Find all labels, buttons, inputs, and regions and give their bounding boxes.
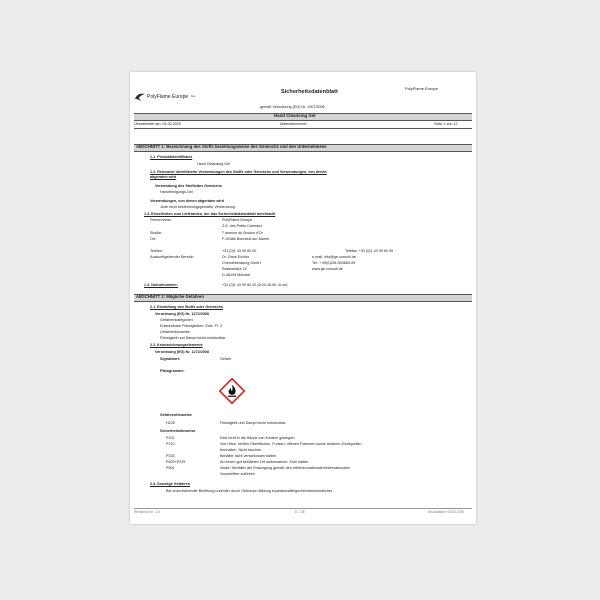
website[interactable]: www.ge-consult.de bbox=[312, 267, 343, 271]
safety-text: Inhalt / Behälter der Entsorgung gemäß den örtlichen/nationalen/internationalen bbox=[220, 466, 350, 470]
supplier-value: 7 avenue du Bouton d'Or bbox=[222, 231, 263, 235]
pictogram-label: Piktogramme: bbox=[160, 369, 185, 373]
safety-text: Behälter dicht verschlossen halten. bbox=[220, 454, 278, 458]
page-number: Seite 1 von 12 bbox=[434, 122, 458, 126]
footer-print-date: Druckdatum: 04.03.2020 bbox=[428, 510, 465, 514]
safety-text: Darf nicht in die Hände von Kindern gelangen. bbox=[220, 436, 296, 440]
supplier-value: Chemieberatung GmbH bbox=[222, 261, 261, 265]
s21-regulation: Verordnung (EG) Nr. 1272/2008 bbox=[155, 312, 209, 316]
supplier-value: F-94386 Bonneuil-sur-Marne bbox=[222, 237, 270, 241]
supplier-value: +33 (0)1 43 99 60 00 bbox=[222, 249, 257, 253]
signal-value: Gefahr bbox=[220, 357, 232, 361]
use-value: Handreinigungs-Gel bbox=[160, 190, 193, 194]
classification-line: Gefahrenkategorien: bbox=[160, 318, 194, 322]
supplier-value: Z.A. des Petits Carreaux bbox=[222, 224, 263, 228]
s11-title: 1.1. Produktidentifikator bbox=[150, 155, 193, 159]
safety-text: fernhalten. Nicht rauchen. bbox=[220, 448, 263, 452]
company-top-right: PolyFlame Europe bbox=[405, 86, 438, 91]
safety-label: Sicherheitshinweise bbox=[160, 429, 196, 433]
supplier-label: Ort: bbox=[150, 237, 157, 241]
sds-page bbox=[130, 72, 476, 524]
material-number: Materialnummer: bbox=[280, 122, 308, 126]
advised-label: Verwendungen, von denen abgeraten wird bbox=[150, 199, 224, 203]
footer-divider bbox=[134, 508, 472, 509]
footer-revision: Revisions-Nr.: 1,0 bbox=[134, 510, 161, 514]
classification-line: Flüssigkeit und Dampf leicht entzündbar. bbox=[160, 336, 227, 340]
s11-value: Hand Cleansing Gel bbox=[197, 162, 231, 166]
supplier-value: D-48149 Münster bbox=[222, 273, 251, 277]
hazard-text: Flüssigkeit und Dampf leicht entzündbar. bbox=[220, 421, 287, 425]
s12-title-a: 1.2. Relevante identifizierte Verwendungen des Stoffs oder Gemischs und Verwendungen, von denen bbox=[150, 170, 327, 174]
product-name: Hand Cleansing Gel bbox=[274, 113, 316, 118]
supplier-label: Straße: bbox=[150, 231, 163, 235]
supplier-value: PolyFlame Europe bbox=[222, 218, 253, 222]
hazard-label: Gefahrenhinweise bbox=[160, 413, 192, 417]
logo-text: PolyFlame Europe bbox=[147, 94, 189, 100]
email[interactable]: e-mail: info@ge-consult.de bbox=[312, 255, 356, 259]
safety-text: An einem gut belüfteten Ort aufbewahren. Kühl halten. bbox=[220, 460, 309, 464]
footer-country: D - DE bbox=[295, 510, 305, 514]
safety-code: P102 bbox=[166, 436, 175, 440]
safety-code: P403+P235 bbox=[166, 460, 186, 464]
safety-text: Vorschriften zuführen. bbox=[220, 472, 256, 476]
supplier-value: Dr. Gans-Eichler bbox=[222, 255, 250, 259]
use-label: Verwendung des Stoffs/des Gemischs bbox=[155, 184, 222, 188]
phone-2: Tel.: +49(0)251/394869-69 bbox=[312, 261, 356, 265]
supplier-label: Firmenname: bbox=[150, 218, 172, 222]
bird-logo-icon bbox=[134, 92, 146, 102]
signal-label: Signalwort: bbox=[160, 357, 181, 361]
s23-value: Bei unzureichender Belüftung und/oder durch Gebrauch Bildung explosionsfähiger/leichtentzündlicher bbox=[166, 489, 333, 493]
supplier-value: Rasslstraße 22 bbox=[222, 267, 247, 271]
safety-text: Von Hitze, heißen Oberflächen, Funken, offenen Flammen sowie anderen Zündquellen bbox=[220, 442, 362, 446]
flame-pictogram-icon bbox=[219, 378, 245, 404]
divider bbox=[134, 128, 472, 129]
s13-title: 1.3. Einzelheiten zum Lieferanten, der das Sicherheitsdatenblatt bereitstellt bbox=[144, 212, 276, 216]
regulation-text: gemäß Verordnung (EG) Nr. 1907/2006 bbox=[260, 105, 325, 109]
section-1-heading: ABSCHNITT 1: Bezeichnung des Stoffs beziehungsweise des Gemischs und des Unternehmens bbox=[136, 144, 327, 149]
s14-title: 1.4. Notrufnummer: bbox=[144, 283, 179, 287]
section-2-heading: ABSCHNITT 2: Mögliche Gefahren bbox=[136, 294, 204, 299]
supplier-label: Auskunftgebender Bereich: bbox=[150, 255, 195, 259]
supplier-label: Telefon: bbox=[150, 249, 163, 253]
hazard-code: H225 bbox=[166, 421, 175, 425]
s21-title: 2.1. Einstufung des Stoffs oder Gemischs bbox=[150, 305, 223, 309]
logo-suffix: bvs bbox=[191, 95, 196, 98]
safety-code: P233 bbox=[166, 454, 175, 458]
s22-regulation: Verordnung (EG) Nr. 1272/2008 bbox=[155, 350, 209, 354]
classification-line: Entzündbare Flüssigkeiten: Entz. Fl. 2 bbox=[160, 324, 223, 328]
document-title: Sicherheitsdatenblatt bbox=[281, 89, 338, 95]
safety-code: P210 bbox=[166, 442, 175, 446]
s14-value: +33 (0)1 43 99 60 02 (8.00-16.00, lu-ve) bbox=[222, 283, 288, 287]
s22-title: 2.2. Kennzeichnungselemente bbox=[150, 343, 203, 347]
s12-title-b: abgeraten wird bbox=[150, 175, 177, 179]
safety-code: P501 bbox=[166, 466, 175, 470]
revised-date: Überarbeitet am: 04.03.2020 bbox=[134, 122, 181, 126]
classification-line: Gefahrenhinweise: bbox=[160, 330, 191, 334]
advised-value: Jede nicht bestimmungsgemäße Verwendung. bbox=[160, 205, 236, 209]
s23-title: 2.3. Sonstige Gefahren bbox=[150, 482, 190, 486]
fax: Telefax: +33 (0)1 43 99 60 99 bbox=[345, 249, 394, 253]
